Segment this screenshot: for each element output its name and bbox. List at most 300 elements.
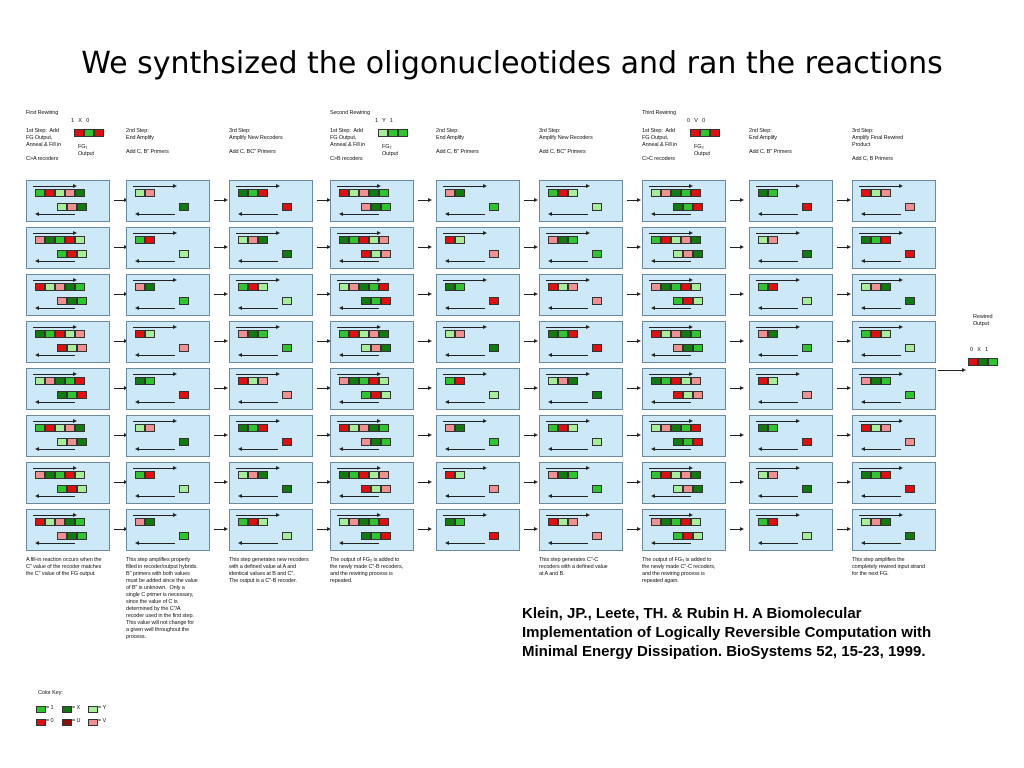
strand-segment xyxy=(135,236,145,244)
citation: Klein, JP., Leete, TH. & Rubin H. A Biomolecular Implementation of Logically Reversible Computation with Minimal Energy Dissipation. BioSystems 52, 15-23, 1999. xyxy=(522,605,932,660)
column-header: 2nd Step: End Amplify Add C, B″ Primers xyxy=(749,128,792,155)
strand-segment xyxy=(489,532,499,540)
strand-arrow xyxy=(443,374,483,375)
strand-segment xyxy=(75,471,85,479)
strand-segment xyxy=(691,424,701,432)
column-note: The output of FG₂ is added to the newly made C″-B recoders, and the rewiring process is repeated. xyxy=(330,557,404,584)
legend-label: = 1 xyxy=(46,705,54,711)
reaction-panel xyxy=(229,368,313,410)
strand-segment xyxy=(651,471,661,479)
strand-segment xyxy=(67,391,77,399)
strand-segment xyxy=(445,424,455,432)
reaction-panel xyxy=(642,180,726,222)
strand-arrow xyxy=(443,233,483,234)
reaction-panel xyxy=(852,180,936,222)
strand-arrow xyxy=(242,402,278,403)
strand-arrow xyxy=(859,468,899,469)
strand-segment xyxy=(179,485,189,493)
reaction-panel xyxy=(539,415,623,457)
strand-arrow xyxy=(236,233,276,234)
strand-segment xyxy=(371,250,381,258)
strand-segment xyxy=(35,283,45,291)
strand-segment xyxy=(568,377,578,385)
strand-segment xyxy=(258,236,268,244)
strand-segment xyxy=(691,189,701,197)
strand-segment xyxy=(683,532,693,540)
strand-segment xyxy=(683,391,693,399)
strand-segment xyxy=(248,330,258,338)
strand-segment xyxy=(349,189,359,197)
flow-arrow xyxy=(418,482,428,483)
strand-segment xyxy=(681,471,691,479)
strand-segment xyxy=(75,236,85,244)
column-header: 3rd Step: Amplify New Recoders Add C, BC″ Primers xyxy=(229,128,283,155)
reaction-panel xyxy=(749,462,833,504)
strand-segment xyxy=(369,189,379,197)
strand-segment xyxy=(445,236,455,244)
strand-segment xyxy=(548,424,558,432)
flow-arrow xyxy=(114,341,124,342)
strand-arrow xyxy=(236,374,276,375)
strand-segment xyxy=(861,283,871,291)
flow-arrow xyxy=(627,200,637,201)
strand-segment xyxy=(381,532,391,540)
strand-segment xyxy=(379,330,389,338)
strand-arrow xyxy=(39,261,75,262)
strand-segment xyxy=(359,330,369,338)
reaction-panel xyxy=(539,368,623,410)
reaction-panel xyxy=(539,180,623,222)
rewiring-header: Second Rewiring xyxy=(330,110,371,116)
strand-segment xyxy=(248,189,258,197)
strand-arrow xyxy=(236,327,276,328)
strand-segment xyxy=(145,377,155,385)
strand-arrow xyxy=(33,233,73,234)
strand-segment xyxy=(75,330,85,338)
strand-segment xyxy=(651,424,661,432)
flow-arrow xyxy=(418,294,428,295)
column-header: 1st Step: Add FG Output, Anneal & Fill in C>A recoders xyxy=(26,128,62,162)
strand-segment xyxy=(282,391,292,399)
strand-segment xyxy=(135,424,145,432)
strand-arrow xyxy=(139,543,175,544)
strand-segment xyxy=(651,377,661,385)
strand-segment xyxy=(691,518,701,526)
strand-segment xyxy=(558,283,568,291)
strand-segment xyxy=(455,283,465,291)
strand-segment xyxy=(681,377,691,385)
strand-segment xyxy=(681,189,691,197)
reaction-panel xyxy=(642,274,726,316)
strand-arrow xyxy=(865,214,901,215)
strand-segment xyxy=(57,250,67,258)
strand-segment xyxy=(673,532,683,540)
strand-segment xyxy=(282,438,292,446)
strand-segment xyxy=(381,297,391,305)
strand-segment xyxy=(55,189,65,197)
flow-arrow xyxy=(837,435,847,436)
strand-segment xyxy=(361,391,371,399)
strand-arrow xyxy=(242,449,278,450)
strand-segment xyxy=(339,471,349,479)
flow-arrow xyxy=(938,370,962,371)
column-header: 1st Step: Add FG Output, Anneal & Fill in C>C recoders xyxy=(642,128,678,162)
color-key-title: Color Key: xyxy=(38,690,63,696)
strand-segment xyxy=(881,424,891,432)
reaction-panel xyxy=(539,509,623,551)
strand-arrow xyxy=(133,186,173,187)
legend-swatch xyxy=(88,706,98,713)
flow-arrow xyxy=(114,200,124,201)
strand-segment xyxy=(651,236,661,244)
strand-segment xyxy=(592,297,602,305)
strand-segment xyxy=(359,283,369,291)
flow-arrow xyxy=(214,294,224,295)
column-header: 2nd Step: End Amplify Add C, B″ Primers xyxy=(436,128,479,155)
strand-segment xyxy=(349,471,359,479)
strand-segment xyxy=(871,424,881,432)
flow-arrow xyxy=(524,247,534,248)
strand-arrow xyxy=(649,421,689,422)
reaction-panel xyxy=(330,274,414,316)
strand-segment xyxy=(381,203,391,211)
flow-arrow xyxy=(317,294,327,295)
strand-segment xyxy=(369,424,379,432)
reaction-panel xyxy=(26,415,110,457)
strand-arrow xyxy=(242,308,278,309)
strand-segment xyxy=(282,532,292,540)
reaction-panel xyxy=(330,415,414,457)
flow-arrow xyxy=(214,200,224,201)
strand-segment xyxy=(145,236,155,244)
reaction-panel xyxy=(852,274,936,316)
strand-arrow xyxy=(859,374,899,375)
flow-arrow xyxy=(317,247,327,248)
strand-segment xyxy=(248,518,258,526)
strand-segment xyxy=(145,283,155,291)
strand-segment xyxy=(238,330,248,338)
strand-segment xyxy=(339,189,349,197)
strand-segment xyxy=(881,518,891,526)
strand-segment xyxy=(75,424,85,432)
fg-output-box xyxy=(94,129,104,137)
fg-output-box xyxy=(398,129,408,137)
strand-segment xyxy=(135,283,145,291)
fg-output-box xyxy=(700,129,710,137)
rewiring-bits: 1 Y 1 xyxy=(375,118,393,124)
strand-arrow xyxy=(859,233,899,234)
strand-segment xyxy=(45,424,55,432)
strand-arrow xyxy=(33,421,73,422)
strand-segment xyxy=(57,203,67,211)
strand-segment xyxy=(77,438,87,446)
strand-segment xyxy=(905,532,915,540)
strand-arrow xyxy=(139,355,175,356)
strand-arrow xyxy=(449,402,485,403)
reaction-panel xyxy=(436,180,520,222)
reaction-panel xyxy=(26,321,110,363)
strand-segment xyxy=(339,377,349,385)
column-header: 3rd Step: Amplify Final Rewired Product Add C, B Primers xyxy=(852,128,904,162)
strand-segment xyxy=(661,189,671,197)
flow-arrow xyxy=(524,294,534,295)
flow-arrow xyxy=(114,294,124,295)
strand-arrow xyxy=(552,449,588,450)
strand-segment xyxy=(445,283,455,291)
strand-segment xyxy=(359,518,369,526)
strand-arrow xyxy=(762,402,798,403)
strand-arrow xyxy=(655,308,691,309)
strand-arrow xyxy=(546,233,586,234)
strand-segment xyxy=(75,189,85,197)
strand-segment xyxy=(881,471,891,479)
strand-segment xyxy=(339,330,349,338)
strand-arrow xyxy=(756,421,796,422)
flow-arrow xyxy=(730,435,740,436)
strand-segment xyxy=(67,203,77,211)
strand-arrow xyxy=(337,233,377,234)
strand-segment xyxy=(681,330,691,338)
strand-segment xyxy=(768,189,778,197)
column-note: The output of FG₃ is added to the newly made C″-C recoders, and the rewiring process is repeated again. xyxy=(642,557,716,584)
strand-segment xyxy=(339,518,349,526)
strand-segment xyxy=(651,518,661,526)
strand-segment xyxy=(489,250,499,258)
reaction-panel xyxy=(330,321,414,363)
strand-segment xyxy=(258,189,268,197)
flow-arrow xyxy=(214,529,224,530)
strand-segment xyxy=(67,532,77,540)
strand-segment xyxy=(379,377,389,385)
strand-segment xyxy=(802,438,812,446)
strand-arrow xyxy=(343,402,379,403)
strand-segment xyxy=(455,189,465,197)
reaction-panel xyxy=(26,227,110,269)
strand-arrow xyxy=(865,496,901,497)
strand-segment xyxy=(258,424,268,432)
strand-segment xyxy=(381,485,391,493)
strand-segment xyxy=(77,485,87,493)
legend-label: = V xyxy=(98,718,107,724)
rewired-output-box xyxy=(988,358,998,366)
strand-segment xyxy=(248,236,258,244)
strand-segment xyxy=(238,518,248,526)
flow-arrow xyxy=(418,200,428,201)
strand-segment xyxy=(671,377,681,385)
flow-arrow xyxy=(418,247,428,248)
strand-segment xyxy=(55,236,65,244)
strand-segment xyxy=(379,471,389,479)
strand-segment xyxy=(179,391,189,399)
strand-segment xyxy=(45,330,55,338)
strand-arrow xyxy=(39,543,75,544)
strand-segment xyxy=(379,283,389,291)
strand-arrow xyxy=(546,468,586,469)
flow-arrow xyxy=(837,388,847,389)
strand-segment xyxy=(57,344,67,352)
strand-arrow xyxy=(39,402,75,403)
strand-arrow xyxy=(139,308,175,309)
flow-arrow xyxy=(524,482,534,483)
strand-segment xyxy=(693,203,703,211)
strand-segment xyxy=(671,330,681,338)
strand-segment xyxy=(681,518,691,526)
strand-segment xyxy=(489,344,499,352)
strand-segment xyxy=(693,250,703,258)
strand-arrow xyxy=(449,543,485,544)
strand-segment xyxy=(758,236,768,244)
strand-segment xyxy=(802,344,812,352)
strand-segment xyxy=(369,283,379,291)
strand-arrow xyxy=(343,449,379,450)
strand-segment xyxy=(238,424,248,432)
strand-segment xyxy=(349,236,359,244)
strand-segment xyxy=(673,250,683,258)
strand-segment xyxy=(861,377,871,385)
strand-arrow xyxy=(552,355,588,356)
strand-arrow xyxy=(443,421,483,422)
fg-output-box xyxy=(84,129,94,137)
strand-segment xyxy=(592,250,602,258)
strand-arrow xyxy=(242,543,278,544)
reaction-panel xyxy=(330,180,414,222)
strand-arrow xyxy=(242,214,278,215)
column-header: 3rd Step: Amplify New Recoders Add C, BC″ Primers xyxy=(539,128,593,155)
strand-segment xyxy=(691,236,701,244)
flow-arrow xyxy=(418,435,428,436)
rewired-output-box xyxy=(968,358,978,366)
flow-arrow xyxy=(114,388,124,389)
reaction-panel xyxy=(26,509,110,551)
strand-segment xyxy=(369,518,379,526)
strand-segment xyxy=(592,532,602,540)
strand-segment xyxy=(489,485,499,493)
strand-segment xyxy=(548,283,558,291)
flow-arrow xyxy=(524,529,534,530)
strand-segment xyxy=(381,391,391,399)
strand-segment xyxy=(445,518,455,526)
strand-segment xyxy=(548,236,558,244)
strand-segment xyxy=(282,344,292,352)
reaction-panel xyxy=(26,368,110,410)
fg-output-box xyxy=(690,129,700,137)
strand-segment xyxy=(768,471,778,479)
strand-arrow xyxy=(343,308,379,309)
strand-segment xyxy=(135,330,145,338)
reaction-panel xyxy=(539,321,623,363)
strand-segment xyxy=(45,189,55,197)
strand-segment xyxy=(179,438,189,446)
strand-segment xyxy=(871,518,881,526)
strand-segment xyxy=(905,438,915,446)
flow-arrow xyxy=(627,341,637,342)
strand-segment xyxy=(179,344,189,352)
strand-segment xyxy=(371,438,381,446)
strand-segment xyxy=(77,344,87,352)
flow-arrow xyxy=(837,200,847,201)
strand-arrow xyxy=(756,186,796,187)
strand-segment xyxy=(57,391,67,399)
strand-segment xyxy=(861,236,871,244)
strand-segment xyxy=(661,518,671,526)
legend-swatch xyxy=(62,719,72,726)
strand-segment xyxy=(67,438,77,446)
flow-arrow xyxy=(317,482,327,483)
strand-segment xyxy=(881,283,891,291)
strand-segment xyxy=(135,471,145,479)
strand-segment xyxy=(339,424,349,432)
strand-segment xyxy=(871,189,881,197)
reaction-panel xyxy=(126,227,210,269)
reaction-panel xyxy=(642,227,726,269)
strand-arrow xyxy=(546,421,586,422)
strand-arrow xyxy=(337,280,377,281)
strand-segment xyxy=(568,424,578,432)
legend-swatch xyxy=(62,706,72,713)
strand-segment xyxy=(881,377,891,385)
flow-arrow xyxy=(317,529,327,530)
strand-arrow xyxy=(343,543,379,544)
strand-segment xyxy=(361,203,371,211)
strand-segment xyxy=(768,377,778,385)
column-note: This step generates C″-C recoders with a defined value at A and B. xyxy=(539,557,608,577)
reaction-panel xyxy=(229,180,313,222)
strand-segment xyxy=(871,377,881,385)
strand-arrow xyxy=(33,186,73,187)
strand-arrow xyxy=(762,214,798,215)
strand-segment xyxy=(349,377,359,385)
reaction-panel xyxy=(229,227,313,269)
reaction-panel xyxy=(126,462,210,504)
reaction-panel xyxy=(330,462,414,504)
strand-segment xyxy=(361,250,371,258)
strand-segment xyxy=(693,344,703,352)
strand-segment xyxy=(905,250,915,258)
strand-segment xyxy=(905,485,915,493)
strand-segment xyxy=(881,189,891,197)
flow-arrow xyxy=(214,435,224,436)
strand-segment xyxy=(445,377,455,385)
strand-arrow xyxy=(865,543,901,544)
strand-segment xyxy=(238,236,248,244)
strand-segment xyxy=(673,344,683,352)
strand-arrow xyxy=(33,374,73,375)
column-header: 1st Step: Add FG Output, Anneal & Fill in C>B recoders xyxy=(330,128,366,162)
strand-segment xyxy=(693,391,703,399)
strand-segment xyxy=(339,236,349,244)
strand-segment xyxy=(802,391,812,399)
strand-segment xyxy=(651,283,661,291)
strand-arrow xyxy=(139,449,175,450)
strand-arrow xyxy=(337,327,377,328)
strand-segment xyxy=(905,344,915,352)
strand-segment xyxy=(145,189,155,197)
strand-arrow xyxy=(449,355,485,356)
strand-segment xyxy=(57,532,67,540)
strand-segment xyxy=(871,330,881,338)
fg-output-box xyxy=(74,129,84,137)
strand-arrow xyxy=(343,261,379,262)
strand-segment xyxy=(145,518,155,526)
strand-segment xyxy=(379,236,389,244)
column-note: A fill-in reaction occurs when the C″ value of the recoder matches the C″ value of the FG output. xyxy=(26,557,102,577)
strand-arrow xyxy=(236,515,276,516)
strand-arrow xyxy=(449,261,485,262)
flow-arrow xyxy=(114,529,124,530)
strand-segment xyxy=(861,471,871,479)
reaction-panel xyxy=(852,227,936,269)
strand-segment xyxy=(349,283,359,291)
